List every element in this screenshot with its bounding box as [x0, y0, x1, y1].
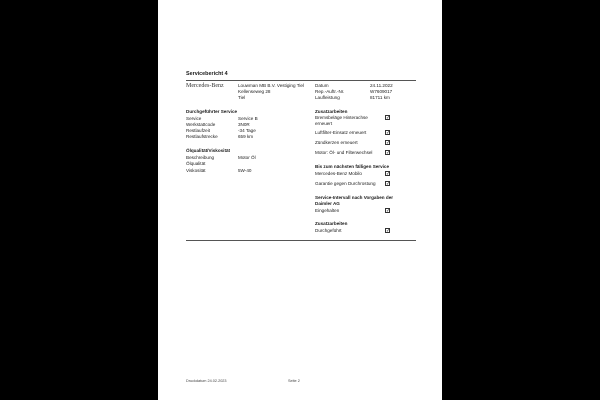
- workshop-code-value: 3N0R: [238, 122, 250, 127]
- oil-description-value: Motor Öl: [238, 155, 256, 160]
- remaining-time-value: -34 Tage: [238, 128, 256, 133]
- next-service-item-mobilo: Mercedes-Benz Mobilo: [315, 171, 362, 176]
- meta-label-mileage: Laufleistung: [315, 95, 340, 100]
- service-heading: Durchgeführter Service: [186, 109, 238, 114]
- extra-work2-item-done: Durchgeführt: [315, 228, 342, 233]
- checkbox-checked-icon: ✓: [386, 171, 391, 177]
- workshop-code-label: Werkstattcode: [186, 122, 216, 127]
- checkbox-checked-icon: ✓: [386, 130, 391, 136]
- extra-work-item-spark-plugs: Zündkerzen erneuert: [315, 140, 358, 145]
- oil-viscosity-value: 5W-40: [238, 168, 252, 173]
- meta-value-order: W7609017: [370, 89, 393, 94]
- extra-work2-heading: Zusatzarbeiten: [315, 221, 348, 226]
- document-page: [158, 0, 442, 400]
- footer-page-number: Seite 2: [288, 379, 300, 383]
- checkbox-checked-icon: ✓: [386, 115, 391, 121]
- header-rule-bottom: [186, 240, 416, 241]
- meta-label-order: Rep.-Auftr.-Nr.: [315, 89, 345, 94]
- checkbox-checked-icon: ✓: [386, 150, 391, 156]
- meta-label-date: Datum: [315, 83, 329, 88]
- remaining-distance-label: Restlaufstrecke: [186, 134, 218, 139]
- checkbox-checked-icon: ✓: [386, 228, 391, 234]
- next-service-heading: Bis zum nächsten fälligen Service: [315, 164, 390, 169]
- extra-work-item-oil-change: Motor: Öl- und Filterwechsel: [315, 150, 373, 155]
- remaining-distance-value: 659 km: [238, 134, 254, 139]
- interval-heading: Service-Intervall nach Vorgaben der Daimler AG: [315, 195, 394, 206]
- meta-value-date: 24.11.2022: [370, 83, 393, 88]
- oil-heading: Ölqualität/Viskosität: [186, 148, 231, 153]
- service-label: Service: [186, 116, 202, 121]
- remaining-time-label: Restlaufzeit: [186, 128, 211, 133]
- dealer-city: Tiel: [238, 95, 246, 100]
- checkbox-checked-icon: ✓: [386, 140, 391, 146]
- dealer-street: Kellenseweg 28: [238, 89, 271, 94]
- checkbox-checked-icon: ✓: [386, 181, 391, 187]
- oil-description-label: Beschreibung: [186, 155, 215, 160]
- header-rule-top: [186, 80, 416, 81]
- service-value: Service B: [238, 116, 258, 121]
- extra-work-item-brakes: Bremsbeläge Hinterachse erneuert: [315, 115, 368, 126]
- interval-item-kept: Eingehalten: [315, 208, 340, 213]
- report-title: Servicebericht 4: [186, 71, 228, 77]
- next-service-item-rust-warranty: Garantie gegen Durchrostung: [315, 181, 376, 186]
- brand-name: Mercedes-Benz: [186, 83, 224, 89]
- dealer-name: Louwman MB B.V. Vestiging Tiel: [238, 83, 304, 88]
- extra-work-item-air-filter: Luftfilter-Einsatz erneuert: [315, 130, 367, 135]
- oil-quality-label: Ölqualität: [186, 161, 206, 166]
- checkbox-checked-icon: ✓: [386, 208, 391, 214]
- oil-viscosity-label: Viskosität: [186, 168, 206, 173]
- footer-print-date: Druckdatum 24.02.2023: [186, 379, 227, 383]
- extra-work-heading: Zusatzarbeiten: [315, 109, 348, 114]
- meta-value-mileage: 81711 km: [370, 95, 390, 100]
